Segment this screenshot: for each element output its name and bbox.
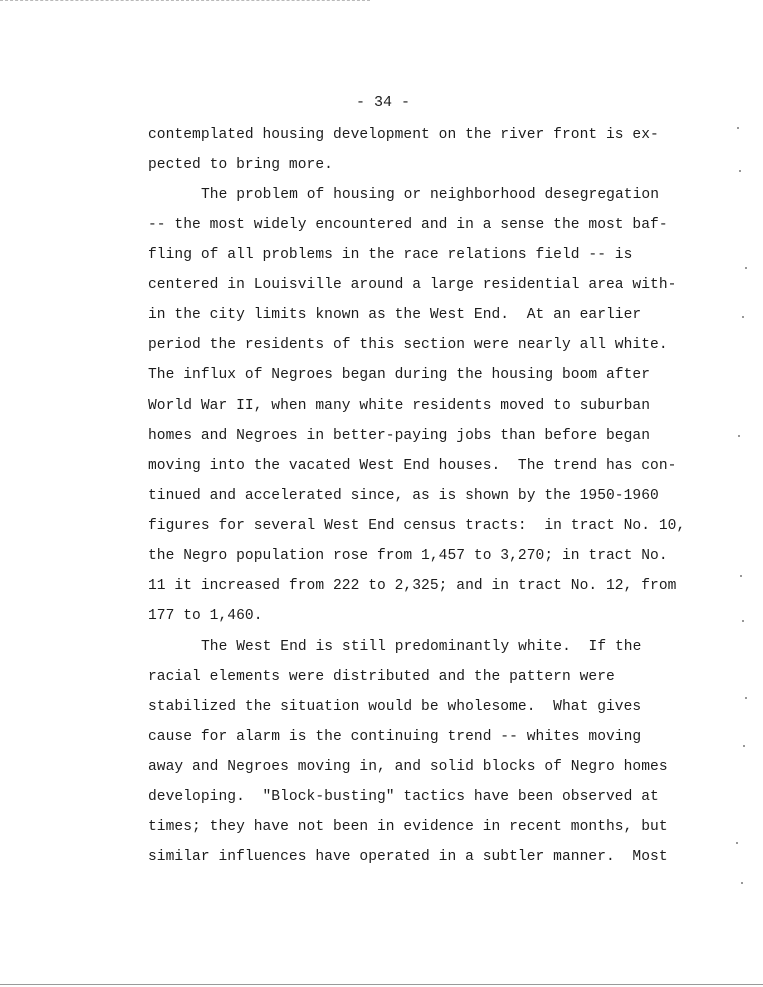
text-line: away and Negroes moving in, and solid blocks of Negro homes bbox=[148, 759, 668, 775]
scan-speck bbox=[739, 170, 741, 172]
paragraph-start-line: The problem of housing or neighborhood desegregation bbox=[201, 187, 659, 203]
paragraph-start-line: The West End is still predominantly white. If the bbox=[201, 639, 642, 655]
scan-speck bbox=[738, 435, 740, 437]
text-line: racial elements were distributed and the pattern were bbox=[148, 669, 615, 685]
scan-speck bbox=[742, 620, 744, 622]
text-line: similar influences have operated in a subtler manner. Most bbox=[148, 849, 668, 865]
text-line: 177 to 1,460. bbox=[148, 608, 263, 624]
text-line: stabilized the situation would be wholesome. What gives bbox=[148, 699, 642, 715]
bottom-edge-rule bbox=[0, 984, 763, 985]
text-line: tinued and accelerated since, as is shown by the 1950-1960 bbox=[148, 488, 659, 504]
text-line: developing. "Block-busting" tactics have been observed at bbox=[148, 789, 659, 805]
text-line: the Negro population rose from 1,457 to 3,270; in tract No. bbox=[148, 548, 668, 564]
text-line: -- the most widely encountered and in a sense the most baf- bbox=[148, 217, 668, 233]
text-line: moving into the vacated West End houses. The trend has con- bbox=[148, 458, 677, 474]
scan-speck bbox=[742, 316, 744, 318]
scan-speck bbox=[745, 267, 747, 269]
text-line: period the residents of this section were nearly all white. bbox=[148, 337, 668, 353]
text-line: World War II, when many white residents moved to suburban bbox=[148, 398, 651, 414]
scan-speck bbox=[741, 882, 743, 884]
scan-speck bbox=[745, 697, 747, 699]
scan-speck bbox=[737, 127, 739, 129]
text-line: in the city limits known as the West End. At an earlier bbox=[148, 307, 642, 323]
page-number: - 34 - bbox=[356, 94, 411, 111]
scan-speck bbox=[743, 745, 745, 747]
text-line: pected to bring more. bbox=[148, 157, 333, 173]
text-line: figures for several West End census tracts: in tract No. 10, bbox=[148, 518, 686, 534]
text-line: cause for alarm is the continuing trend -- whites moving bbox=[148, 729, 642, 745]
text-line: contemplated housing development on the river front is ex- bbox=[148, 127, 659, 143]
scan-speck bbox=[740, 575, 742, 577]
text-line: 11 it increased from 222 to 2,325; and in tract No. 12, from bbox=[148, 578, 677, 594]
text-line: times; they have not been in evidence in recent months, but bbox=[148, 819, 668, 835]
text-line: fling of all problems in the race relations field -- is bbox=[148, 247, 633, 263]
text-line: homes and Negroes in better-paying jobs than before began bbox=[148, 428, 651, 444]
text-line: centered in Louisville around a large residential area with- bbox=[148, 277, 677, 293]
scan-speck bbox=[736, 842, 738, 844]
text-line: The influx of Negroes began during the housing boom after bbox=[148, 367, 651, 383]
